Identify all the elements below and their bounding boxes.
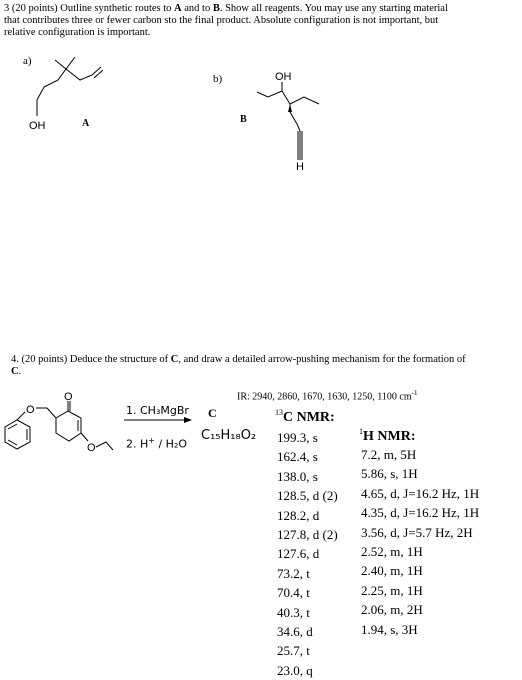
compound-label-a: A [82,118,90,129]
h1-nmr-peak: 7.2, m, 5H [361,447,417,462]
c13-nmr-peak: 25.7, t [277,643,310,659]
q4-line-2: C. [11,366,22,377]
h1-nmr-peak: 1.94, s, 3H [361,621,418,637]
q3-ref-b: B [212,3,220,14]
oh-label-b: OH [275,71,292,83]
c13-nmr-peak: 70.4, t [277,585,310,601]
c13-nmr-title: $^{13}$C NMR: [275,408,335,425]
h1-nmr-peak: 5.86, s, 1H [361,466,418,482]
h1-nmr-peak: 2.25, m, 1H [361,582,423,598]
q3-line-2: that contributes three or fewer carbon sto the final product. Absolute configuration is not important, but [4,15,439,26]
h1-nmr-peak: 4.35, d, J=16.2 Hz, 1H [361,505,480,521]
ir-data: IR: 2940, 2860, 1670, 1630, 1250, 1100 $cm^{-1}$ [237,389,418,403]
c13-nmr-peak: 34.6, d [277,624,313,640]
part-a-label: a) [23,55,32,67]
c13-nmr-peak: 138.0, s [277,468,318,484]
c13-nmr-peak: 73.2, t [277,565,310,581]
ether-oxygen-label: O [26,404,35,416]
reagent-step-2: 2. H+ / H₂O [126,436,188,451]
q4-ref-c: C [170,354,179,365]
product-label-c: C [208,406,217,420]
q4-line-1: 4. (20 points) Deduce the structure of C, and draw a detailed arrow-pushing mechanism for the formation of [11,354,466,365]
c13-nmr-peak: 127.8, d (2) [277,527,338,543]
c13-nmr-peak: 127.6, d [277,546,320,562]
c13-nmr-peak: 128.2, d [277,507,320,523]
h1-nmr-peak: 4.65, d, J=16.2 Hz, 1H [361,485,480,501]
carbonyl-oxygen-label: O [64,391,73,403]
c13-nmr-peak: 199.3, s [277,430,318,445]
q3-line-3: relative configuration is important. [4,27,151,38]
molecular-formula: C₁₅H₁₈O₂ [201,428,257,443]
h1-nmr-peak: 2.52, m, 1H [361,544,423,560]
enol-oxygen-label: O [87,442,96,454]
h1-nmr-list [361,445,479,639]
part-b-label: b) [213,73,223,85]
q3-ref-a: A [174,3,182,14]
c13-nmr-peak: 23.0, q [277,662,313,678]
q3-line-1: 3 (20 points) Outline synthetic routes to A and to B. Show all reagents. You may use any starting material [4,3,448,14]
alkyne-h-label: H [296,161,304,173]
h1-nmr-title: $^1$H NMR: [359,427,416,444]
c13-nmr-peak: 128.5, d (2) [277,488,338,504]
compound-label-b: B [240,114,247,125]
c13-nmr-list [277,428,338,680]
reagent-step-1: 1. CH₃MgBr [126,404,189,417]
c13-nmr-peak: 40.3, t [277,604,310,620]
h1-nmr-peak: 2.40, m, 1H [361,563,423,579]
c13-nmr-peak: 162.4, s [277,449,318,465]
oh-label-a: OH [29,120,46,132]
h1-nmr-peak: 2.06, m, 2H [361,602,423,618]
h1-nmr-peak: 3.56, d, J=5.7 Hz, 2H [361,524,473,540]
